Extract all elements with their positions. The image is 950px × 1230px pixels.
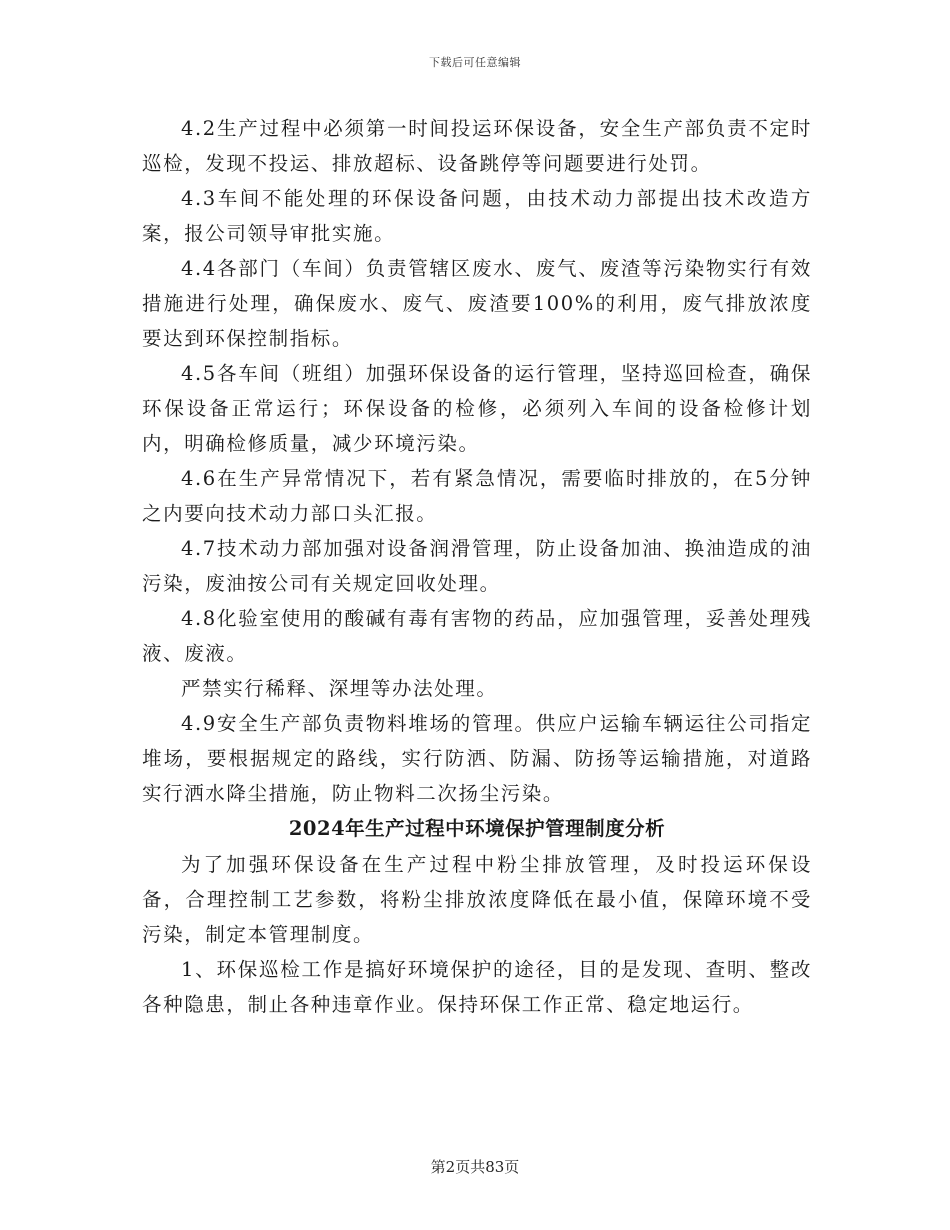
- paragraph-4-2: 4.2生产过程中必须第一时间投运环保设备，安全生产部负责不定时巡检，发现不投运、排放超标、设备跳停等问题要进行处罚。: [142, 117, 812, 175]
- page-header: 下载后可任意编辑: [429, 56, 521, 69]
- paragraph-4-7: 4.7技术动力部加强对设备润滑管理，防止设备加油、换油造成的油污染，废油按公司有关规定回收处理。: [142, 537, 812, 595]
- document-body: [142, 111, 812, 1022]
- paragraph-item-1: 1、环保巡检工作是搞好环境保护的途径，目的是发现、查明、整改各种隐患，制止各种违章作业。保持环保工作正常、稳定地运行。: [142, 958, 812, 1016]
- paragraph-prohibition: 严禁实行稀释、深埋等办法处理。: [181, 677, 498, 700]
- page-footer: 第2页共83页: [430, 1158, 520, 1176]
- paragraph-4-3: 4.3车间不能处理的环保设备问题，由技术动力部提出技术改造方案，报公司领导审批实施。: [142, 187, 812, 245]
- paragraph-4-6: 4.6在生产异常情况下，若有紧急情况，需要临时排放的，在5分钟之内要向技术动力部口头汇报。: [142, 467, 812, 525]
- paragraph-4-8: 4.8化验室使用的酸碱有毒有害物的药品，应加强管理，妥善处理残液、废液。: [142, 607, 812, 665]
- section-title: 2024年生产过程中环境保护管理制度分析: [288, 817, 666, 840]
- paragraph-4-5: 4.5各车间（班组）加强环保设备的运行管理，坚持巡回检查，确保环保设备正常运行；环保设备的检修，必须列入车间的设备检修计划内，明确检修质量，减少环境污染。: [142, 362, 812, 455]
- paragraph-intro: 为了加强环保设备在生产过程中粉尘排放管理，及时投运环保设备，合理控制工艺参数，将粉尘排放浓度降低在最小值，保障环境不受污染，制定本管理制度。: [142, 853, 812, 946]
- paragraph-4-4: 4.4各部门（车间）负责管辖区废水、废气、废渣等污染物实行有效措施进行处理，确保废水、废气、废渣要100%的利用，废气排放浓度要达到环保控制指标。: [142, 257, 812, 350]
- paragraph-4-9: 4.9安全生产部负责物料堆场的管理。供应户运输车辆运往公司指定堆场，要根据规定的路线，实行防洒、防漏、防扬等运输措施，对道路实行洒水降尘措施，防止物料二次扬尘污染。: [142, 712, 812, 805]
